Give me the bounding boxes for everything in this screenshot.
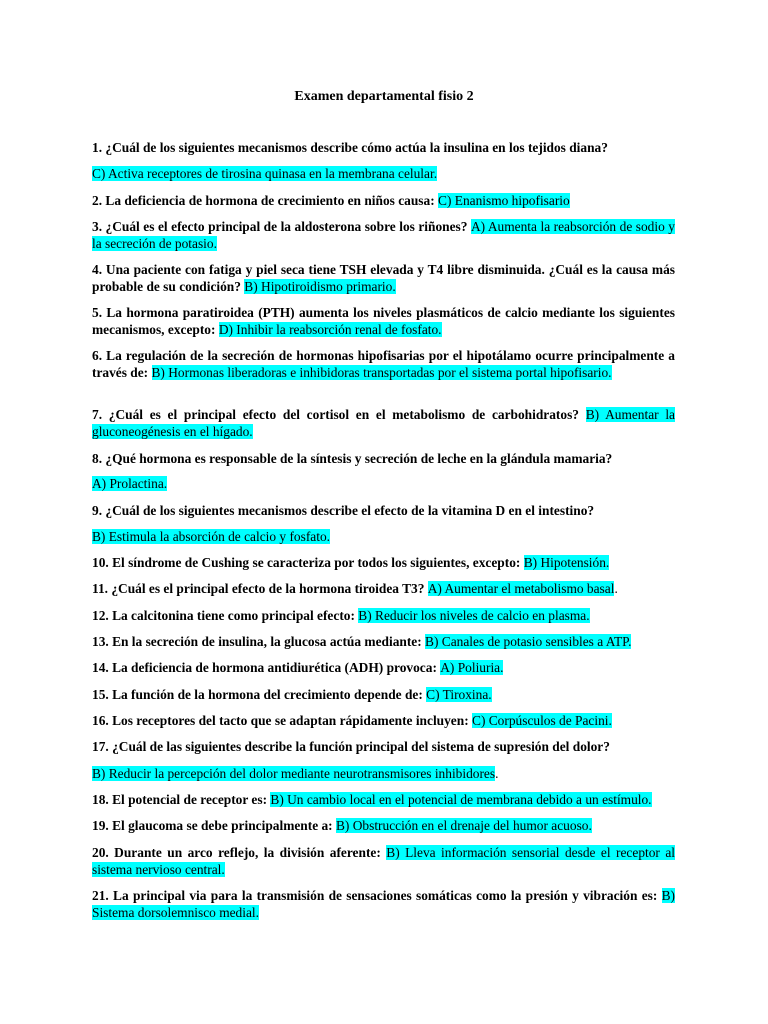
question-text: 3. ¿Cuál es el efecto principal de la aldosterona sobre los riñones? [92,219,471,234]
question-text: 19. El glaucoma se debe principalmente a: [92,818,336,833]
question-text: 8. ¿Qué hormona es responsable de la síntesis y secreción de leche en la glándula mamaria? [92,451,613,466]
question-text: 13. En la secreción de insulina, la glucosa actúa mediante: [92,634,426,649]
question-text: 15. La función de la hormona del crecimiento depende de: [92,687,427,702]
question-text: 10. El síndrome de Cushing se caracteriza por todos los siguientes, excepto: [92,555,524,570]
answer-highlight: C) Tiroxina. [426,687,492,702]
answer-highlight: A) Aumenta la reabsorción de sodio y la secreción de potasio. [92,219,675,251]
answer-highlight: B) Hipotensión. [523,555,610,570]
question-5 [92,305,675,338]
answer-tail: . [495,766,499,781]
question-text: 5. La hormona paratiroidea (PTH) aumenta los niveles plasmáticos de calcio mediante los siguientes mecanismos, excepto: [92,305,675,337]
question-18 [92,792,675,809]
question-20 [92,845,675,878]
question-text: 21. La principal via para la transmisión de sensaciones somáticas como la presión y vibración es: [92,888,662,903]
answer-highlight: B) Reducir los niveles de calcio en plasma. [358,608,590,623]
answer-highlight: B) Hipotiroidismo primario. [244,278,396,294]
question-text: 18. El potencial de receptor es: [92,792,271,807]
answer-highlight: B) Reducir la percepción del dolor mediante neurotransmisores inhibidores [92,766,496,781]
question-text: 6. La regulación de la secreción de hormonas hipofisarias por el hipotálamo ocurre principalmente a través de: [92,348,675,380]
answer-highlight: A) Prolactina. [92,476,168,491]
answer-highlight: B) Hormonas liberadoras e inhibidoras transportadas por el sistema portal hipofisario. [151,364,612,380]
question-19 [92,818,675,835]
question-text: 2. La deficiencia de hormona de crecimiento en niños causa: [92,193,439,208]
question-4 [92,262,675,295]
question-7 [92,407,675,440]
question-1 [92,140,675,157]
question-text: 12. La calcitonina tiene como principal efecto: [92,608,359,623]
question-text: 16. Los receptores del tacto que se adaptan rápidamente incluyen: [92,713,473,728]
answer-highlight: D) Inhibir la reabsorción renal de fosfato. [218,321,442,337]
question-9 [92,503,675,520]
question-text: 17. ¿Cuál de las siguientes describe la función principal del sistema de supresión del dolor? [92,739,610,754]
question-15 [92,687,675,704]
answer-9 [92,529,675,546]
question-17 [92,739,675,756]
question-3 [92,219,675,252]
answer-highlight: B) Estimula la absorción de calcio y fosfato. [92,529,330,544]
answer-1 [92,166,675,183]
answer-highlight: A) Poliuria. [440,660,504,675]
question-21 [92,888,675,921]
answer-highlight: C) Corpúsculos de Pacini. [472,713,612,728]
question-6 [92,348,675,381]
answer-8 [92,476,675,493]
question-text: 7. ¿Cuál es el principal efecto del cortisol en el metabolismo de carbohidratos? [92,407,586,422]
question-2 [92,193,675,210]
question-text: 14. La deficiencia de hormona antidiurética (ADH) provoca: [92,660,441,675]
question-13 [92,634,675,651]
answer-highlight: B) Obstrucción en el drenaje del humor acuoso. [336,818,592,833]
question-8 [92,451,675,468]
answer-highlight: B) Canales de potasio sensibles a ATP. [425,634,632,649]
answer-highlight: B) Un cambio local en el potencial de membrana debido a un estímulo. [270,792,652,807]
answer-highlight: B) Lleva información sensorial desde el receptor al sistema nervioso central. [92,845,675,877]
question-14 [92,660,675,677]
answer-highlight: B) Sistema dorsolemnisco medial. [92,888,675,920]
question-text: 9. ¿Cuál de los siguientes mecanismos describe el efecto de la vitamina D en el intestino? [92,503,595,518]
answer-highlight: C) Activa receptores de tirosina quinasa en la membrana celular. [92,166,438,181]
answer-highlight: C) Enanismo hipofisario [438,193,570,208]
answer-highlight: A) Aumentar el metabolismo basal [427,581,615,596]
question-text: 11. ¿Cuál es el principal efecto de la hormona tiroidea T3? [92,581,428,596]
question-10 [92,555,675,572]
question-text: 1. ¿Cuál de los siguientes mecanismos describe cómo actúa la insulina en los tejidos diana? [92,140,608,155]
question-text: 4. Una paciente con fatiga y piel seca tiene TSH elevada y T4 libre disminuida. ¿Cuál es la causa más probable de su condición? [92,262,675,294]
question-12 [92,608,675,625]
question-11 [92,581,675,598]
answer-highlight: B) Aumentar la gluconeogénesis en el hígado. [92,407,675,439]
question-text: 20. Durante un arco reflejo, la división aferente: [92,845,387,860]
answer-tail: . [614,581,618,596]
page-title: Examen departamental fisio 2 [294,89,474,104]
question-16 [92,713,675,730]
answer-17 [92,766,675,783]
